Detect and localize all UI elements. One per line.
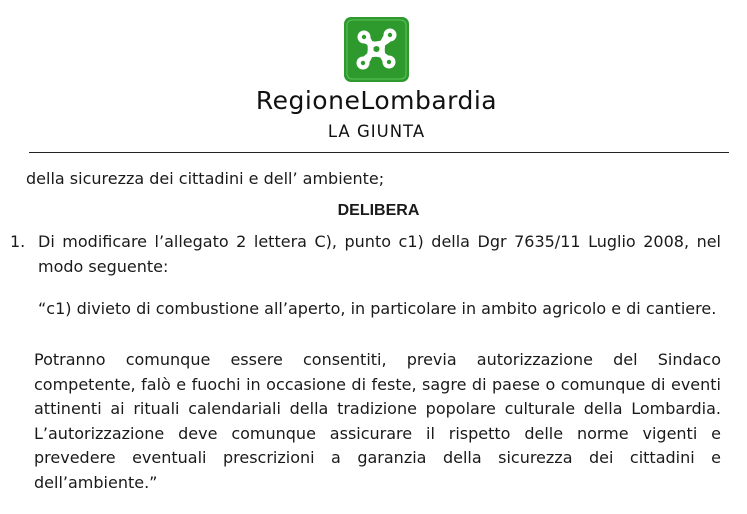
brand-title: RegioneLombardia [255,86,498,115]
quoted-paragraph: “c1) divieto di combustione all’aperto, in particolare in ambito agricolo e di cantiere. [38,299,717,318]
header-divider [29,152,729,153]
regione-lombardia-logo [344,17,409,82]
list-item-number: 1. [10,232,26,251]
previous-page-continuation: della sicurezza dei cittadini e dell’ ambiente; [26,169,385,188]
rosa-camuna-icon [344,17,409,82]
quoted-paragraph: Potranno comunque essere consentiti, previa autorizzazione del Sindaco competente, falò e fuochi in occasione di feste, sagre di paese o comunque di eventi attinenti ai rituali calendariali della tradizione popolare culturale della Lombardia. L’autorizzazione deve comunque assicurare il rispetto delle norme vigenti e prevedere eventuali prescrizioni a garanzia della sicurezza dei cittadini e dell’ambiente.” [34,350,721,492]
section-heading: DELIBERA [337,202,420,219]
list-item-text: Di modificare l’allegato 2 lettera C), punto c1) della Dgr 7635/11 Luglio 2008, nel modo seguente: [38,232,721,276]
brand-subtitle: LA GIUNTA [327,122,426,141]
